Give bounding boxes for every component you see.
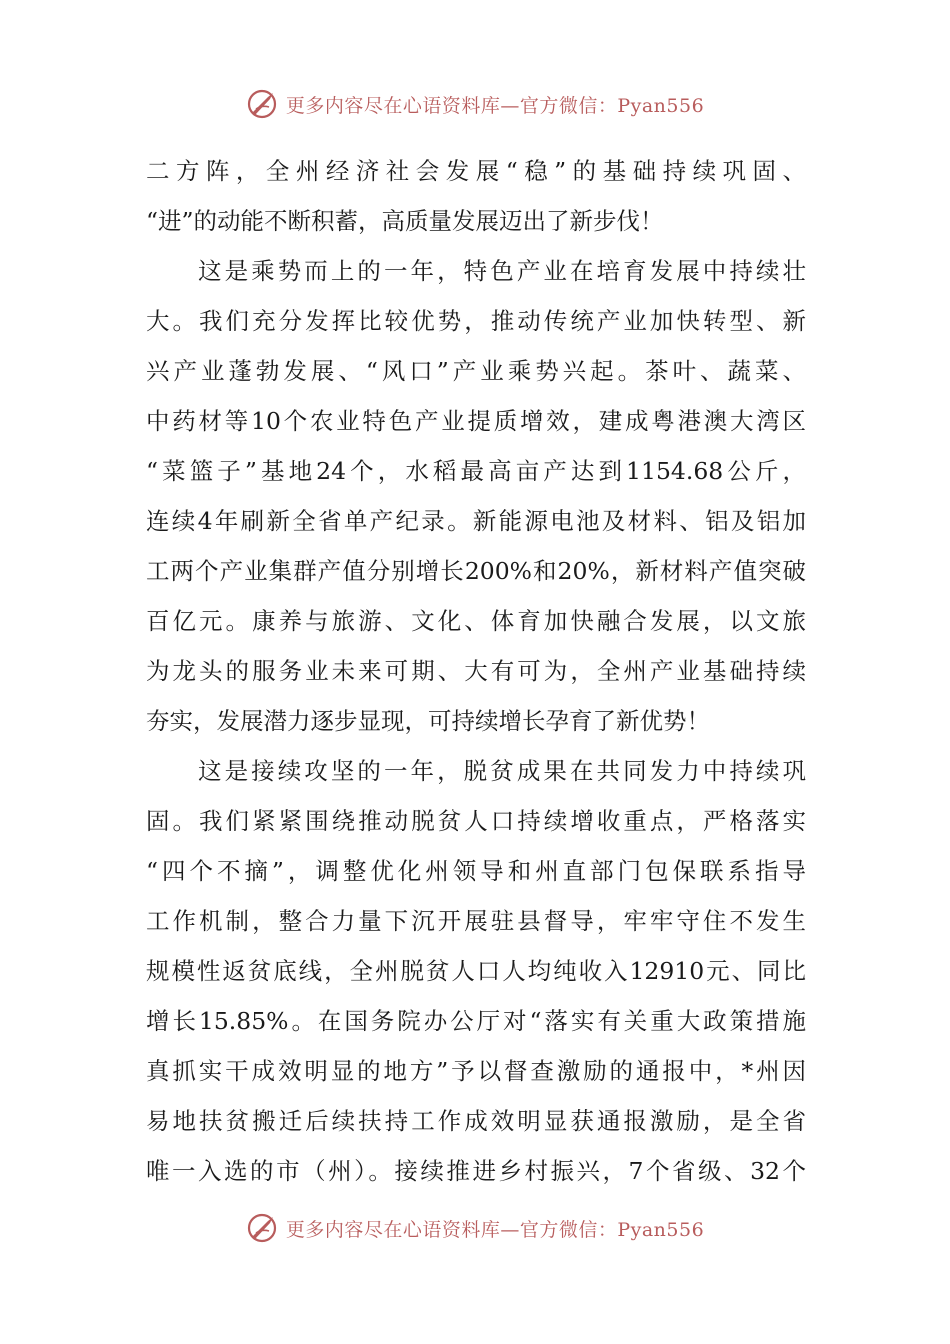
watermark-text: 更多内容尽在心语资料库—官方微信：Pyan556: [285, 94, 705, 117]
text-line: 唯一入选的市（州）。接续推进乡村振兴，7个省级、32个: [146, 1157, 806, 1185]
text-line: “四个不摘”，调整优化州领导和州直部门包保联系指导: [146, 857, 806, 885]
text-line: 工作机制，整合力量下沉开展驻县督导，牢牢守住不发生: [146, 907, 806, 935]
paragraph-first-line: 这是接续攻坚的一年，脱贫成果在共同发力中持续巩: [198, 757, 806, 785]
text-line: 为龙头的服务业未来可期、大有可为，全州产业基础持续: [146, 657, 806, 685]
watermark-text: 更多内容尽在心语资料库—官方微信：Pyan556: [285, 1218, 705, 1241]
text-line: 二方阵，全州经济社会发展“稳”的基础持续巩固、: [146, 157, 806, 185]
text-line: 中药材等10个农业特色产业提质增效，建成粤港澳大湾区: [146, 407, 806, 435]
text-line: 夯实，发展潜力逐步显现，可持续增长孕育了新优势！: [146, 707, 710, 735]
text-line: 易地扶贫搬迁后续扶持工作成效明显获通报激励，是全省: [146, 1107, 806, 1135]
text-line: 固。我们紧紧围绕推动脱贫人口持续增收重点，严格落实: [146, 807, 806, 835]
watermark-header: [0, 84, 950, 124]
text-line: 增长15.85%。在国务院办公厅对“落实有关重大政策措施: [146, 1007, 806, 1035]
text-line: “菜篮子”基地24个，水稻最高亩产达到1154.68公斤，: [146, 457, 806, 485]
text-line: 工两个产业集群产值分别增长200%和20%，新材料产值突破: [146, 557, 806, 585]
text-line: 兴产业蓬勃发展、“风口”产业乘势兴起。茶叶、蔬菜、: [146, 357, 806, 385]
paragraph-first-line: 这是乘势而上的一年，特色产业在培育发展中持续壮: [198, 257, 806, 285]
watermark-footer: [0, 1208, 950, 1248]
pen-logo-icon: [246, 1211, 280, 1245]
text-line: 百亿元。康养与旅游、文化、体育加快融合发展，以文旅: [146, 607, 806, 635]
text-line: 大。我们充分发挥比较优势，推动传统产业加快转型、新: [146, 307, 806, 335]
document-body: [146, 146, 806, 1196]
pen-logo-icon: [246, 87, 280, 121]
text-line: “进”的动能不断积蓄，高质量发展迈出了新步伐！: [146, 207, 664, 235]
text-line: 真抓实干成效明显的地方”予以督查激励的通报中，*州因: [146, 1057, 806, 1085]
text-line: 规模性返贫底线，全州脱贫人口人均纯收入12910元、同比: [146, 957, 806, 985]
text-line: 连续4年刷新全省单产纪录。新能源电池及材料、铝及铝加: [146, 507, 806, 535]
